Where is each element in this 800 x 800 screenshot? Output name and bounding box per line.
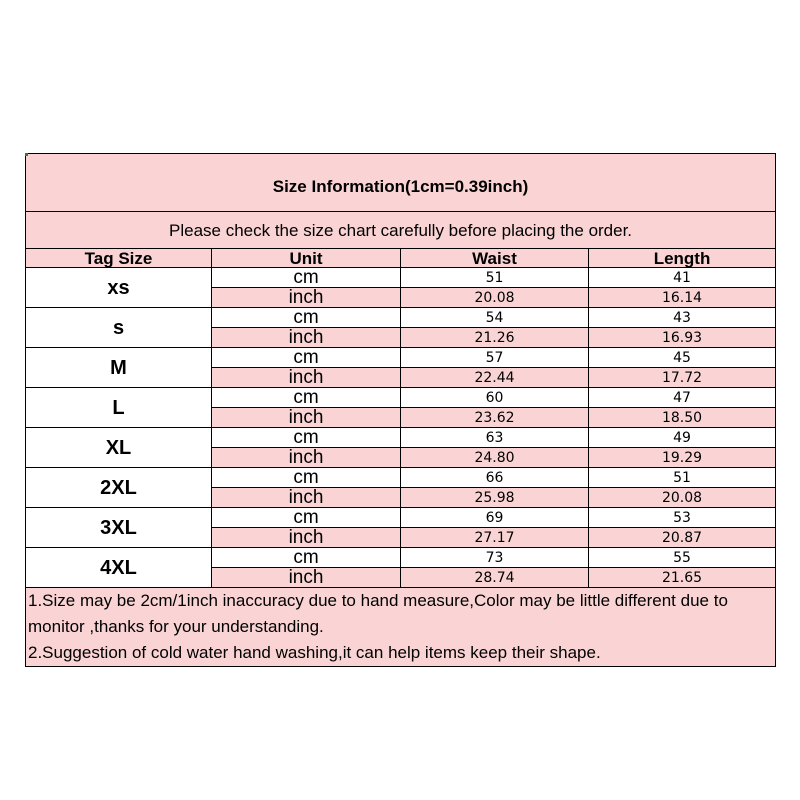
length-cell: 19.29 [589,448,776,468]
note-2: 2.Suggestion of cold water hand washing,it can help items keep their shape. [28,643,601,662]
header-unit: Unit [212,249,401,268]
table-row [26,468,776,488]
waist-cell: 27.17 [401,528,589,548]
length-cell: 16.93 [589,328,776,348]
chart-subtitle: Please check the size chart carefully before placing the order. [26,212,776,249]
unit-cell: inch [212,568,401,588]
table-row [26,508,776,528]
header-waist: Waist [401,249,589,268]
unit-cell: inch [212,408,401,428]
header-length: Length [589,249,776,268]
notes-row [26,588,776,667]
note-1: 1.Size may be 2cm/1inch inaccuracy due to hand measure,Color may be little different due to monitor ,thanks for your understanding. [28,591,728,636]
tag-size-cell: 4XL [26,548,212,588]
unit-cell: cm [212,428,401,448]
waist-cell: 54 [401,308,589,328]
unit-cell: inch [212,528,401,548]
header-row [26,249,776,268]
length-cell: 17.72 [589,368,776,388]
table-row [26,428,776,448]
tag-size-cell: M [26,348,212,388]
length-cell: 43 [589,308,776,328]
waist-cell: 69 [401,508,589,528]
length-cell: 20.87 [589,528,776,548]
waist-cell: 66 [401,468,589,488]
unit-cell: cm [212,468,401,488]
length-cell: 53 [589,508,776,528]
length-cell: 45 [589,348,776,368]
unit-cell: cm [212,388,401,408]
table-row [26,388,776,408]
table-row [26,268,776,288]
length-cell: 47 [589,388,776,408]
unit-cell: cm [212,268,401,288]
subtitle-row [26,212,776,249]
title-row [26,154,776,212]
tag-size-cell: 2XL [26,468,212,508]
waist-cell: 20.08 [401,288,589,308]
length-cell: 20.08 [589,488,776,508]
header-tag-size: Tag Size [26,249,212,268]
waist-cell: 21.26 [401,328,589,348]
length-cell: 21.65 [589,568,776,588]
length-cell: 51 [589,468,776,488]
unit-cell: inch [212,488,401,508]
unit-cell: cm [212,308,401,328]
table-row [26,548,776,568]
unit-cell: cm [212,508,401,528]
unit-cell: inch [212,288,401,308]
chart-title: Size Information(1cm=0.39inch) [26,154,776,212]
waist-cell: 24.80 [401,448,589,468]
waist-cell: 23.62 [401,408,589,428]
table-row [26,308,776,328]
waist-cell: 25.98 [401,488,589,508]
length-cell: 49 [589,428,776,448]
waist-cell: 22.44 [401,368,589,388]
length-cell: 16.14 [589,288,776,308]
unit-cell: inch [212,328,401,348]
unit-cell: inch [212,448,401,468]
length-cell: 41 [589,268,776,288]
tag-size-cell: L [26,388,212,428]
tag-size-cell: s [26,308,212,348]
size-chart-table [25,153,776,667]
tag-size-cell: xs [26,268,212,308]
waist-cell: 73 [401,548,589,568]
tag-size-cell: 3XL [26,508,212,548]
waist-cell: 63 [401,428,589,448]
corner-mark [25,153,28,156]
unit-cell: inch [212,368,401,388]
length-cell: 18.50 [589,408,776,428]
waist-cell: 57 [401,348,589,368]
unit-cell: cm [212,348,401,368]
unit-cell: cm [212,548,401,568]
waist-cell: 28.74 [401,568,589,588]
table-row [26,348,776,368]
notes-cell [26,588,776,667]
tag-size-cell: XL [26,428,212,468]
waist-cell: 51 [401,268,589,288]
length-cell: 55 [589,548,776,568]
waist-cell: 60 [401,388,589,408]
